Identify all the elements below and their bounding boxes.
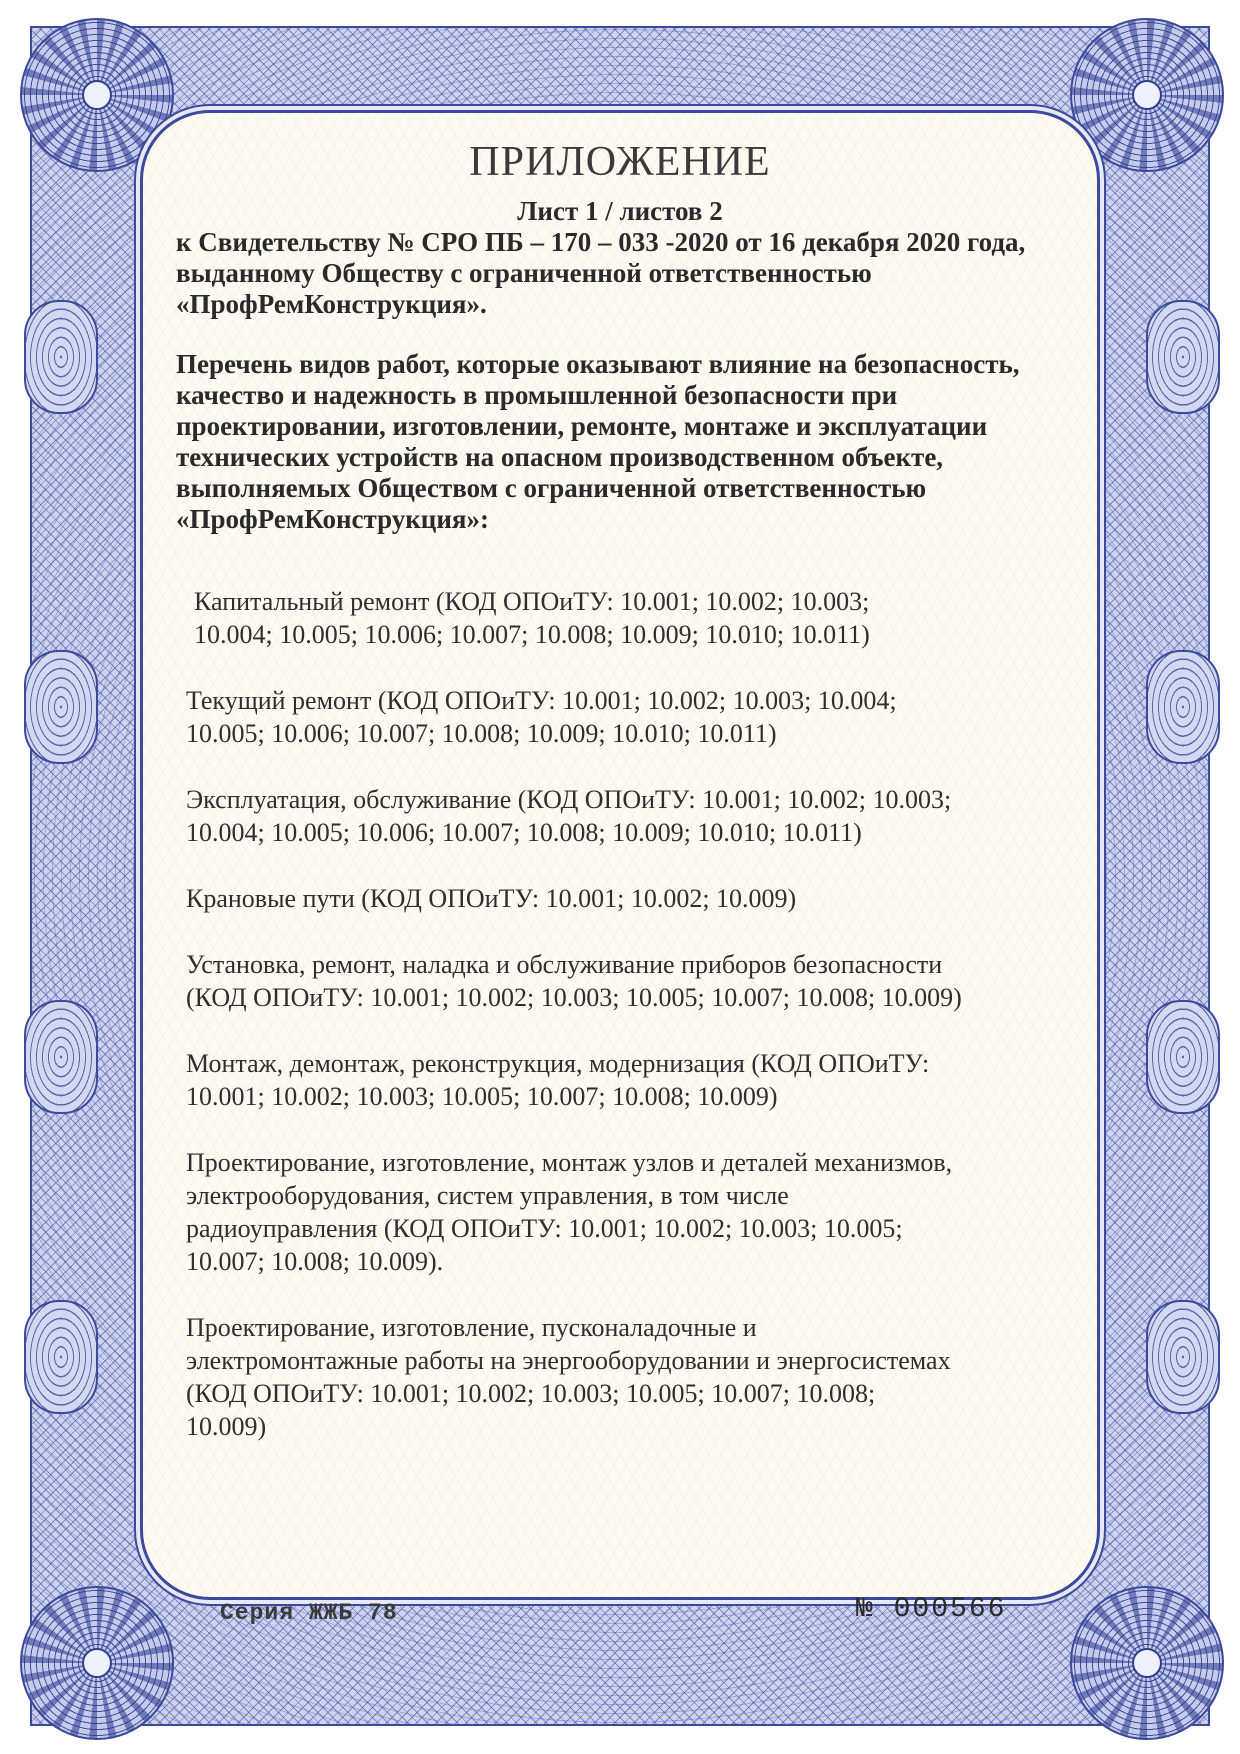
work-item: Капитальный ремонт (КОД ОПОиТУ: 10.001; 10.002; 10.003; 10.004; 10.005; 10.006; 10.007; 10.008; 10.009; 10.010; 10.011) <box>194 587 870 649</box>
intro-line: технических устройств на опасном производственном объекте, <box>176 442 944 472</box>
work-item: Монтаж, демонтаж, реконструкция, модернизация (КОД ОПОиТУ: 10.001; 10.002; 10.003; 10.005; 10.007; 10.008; 10.009) <box>186 1049 930 1111</box>
page-title: ПРИЛОЖЕНИЕ <box>469 139 771 185</box>
certificate-reference <box>176 227 1025 320</box>
side-medallion <box>24 1000 98 1114</box>
work-item: Эксплуатация, обслуживание (КОД ОПОиТУ: 10.001; 10.002; 10.003; 10.004; 10.005; 10.006; 10.007; 10.008; 10.009; 10.010; 10.011) <box>186 785 952 847</box>
side-medallion <box>1146 650 1220 764</box>
side-medallion <box>1146 1000 1220 1114</box>
rosette-ornament <box>20 1586 174 1740</box>
intro-line: выполняемых Обществом с ограниченной ответственностью <box>176 473 927 503</box>
intro-line: Перечень видов работ, которые оказывают влияние на безопасность, <box>176 349 1020 379</box>
side-medallion <box>24 300 98 414</box>
intro-line: проектировании, изготовлении, ремонте, монтаже и эксплуатации <box>176 411 988 441</box>
rosette-ornament <box>1070 1586 1224 1740</box>
side-medallion <box>1146 1300 1220 1414</box>
form-number: № 000566 <box>856 1594 1007 1625</box>
sheet-count: Лист 1 / листов 2 <box>517 196 723 226</box>
works-intro <box>176 349 1020 535</box>
work-item: Крановые пути (КОД ОПОиТУ: 10.001; 10.002; 10.009) <box>186 884 797 913</box>
form-series: Серия ЖЖБ 78 <box>220 1600 398 1626</box>
certificate-line: к Свидетельству № СРО ПБ – 170 – 033 -2020 от 16 декабря 2020 года, <box>176 227 1026 257</box>
work-item: Установка, ремонт, наладка и обслуживание приборов безопасности (КОД ОПОиТУ: 10.001; 10.002; 10.003; 10.005; 10.007; 10.008; 10.009) <box>186 950 962 1012</box>
side-medallion <box>24 650 98 764</box>
intro-line: «ПрофРемКонструкция»: <box>176 504 490 534</box>
certificate-line: выданному Обществу с ограниченной ответственностью <box>176 258 872 288</box>
work-item: Текущий ремонт (КОД ОПОиТУ: 10.001; 10.002; 10.003; 10.004; 10.005; 10.006; 10.007; 10.008; 10.009; 10.010; 10.011) <box>186 686 897 748</box>
works-list <box>186 585 1086 1476</box>
work-item: Проектирование, изготовление, монтаж узлов и деталей механизмов, электрооборудования, систем управления, в том числе радиоуправления (КОД ОПОиТУ: 10.001; 10.002; 10.003; 10.005; 10.007; 10.008; 10.009). <box>186 1148 953 1276</box>
side-medallion <box>1146 300 1220 414</box>
intro-line: качество и надежность в промышленной безопасности при <box>176 380 898 410</box>
certificate-line: «ПрофРемКонструкция». <box>176 289 487 319</box>
side-medallion <box>24 1300 98 1414</box>
work-item: Проектирование, изготовление, пусконаладочные и электромонтажные работы на энергооборудовании и энергосистемах (КОД ОПОиТУ: 10.001; 10.002; 10.003; 10.005; 10.007; 10.008; 10.009) <box>186 1313 951 1441</box>
